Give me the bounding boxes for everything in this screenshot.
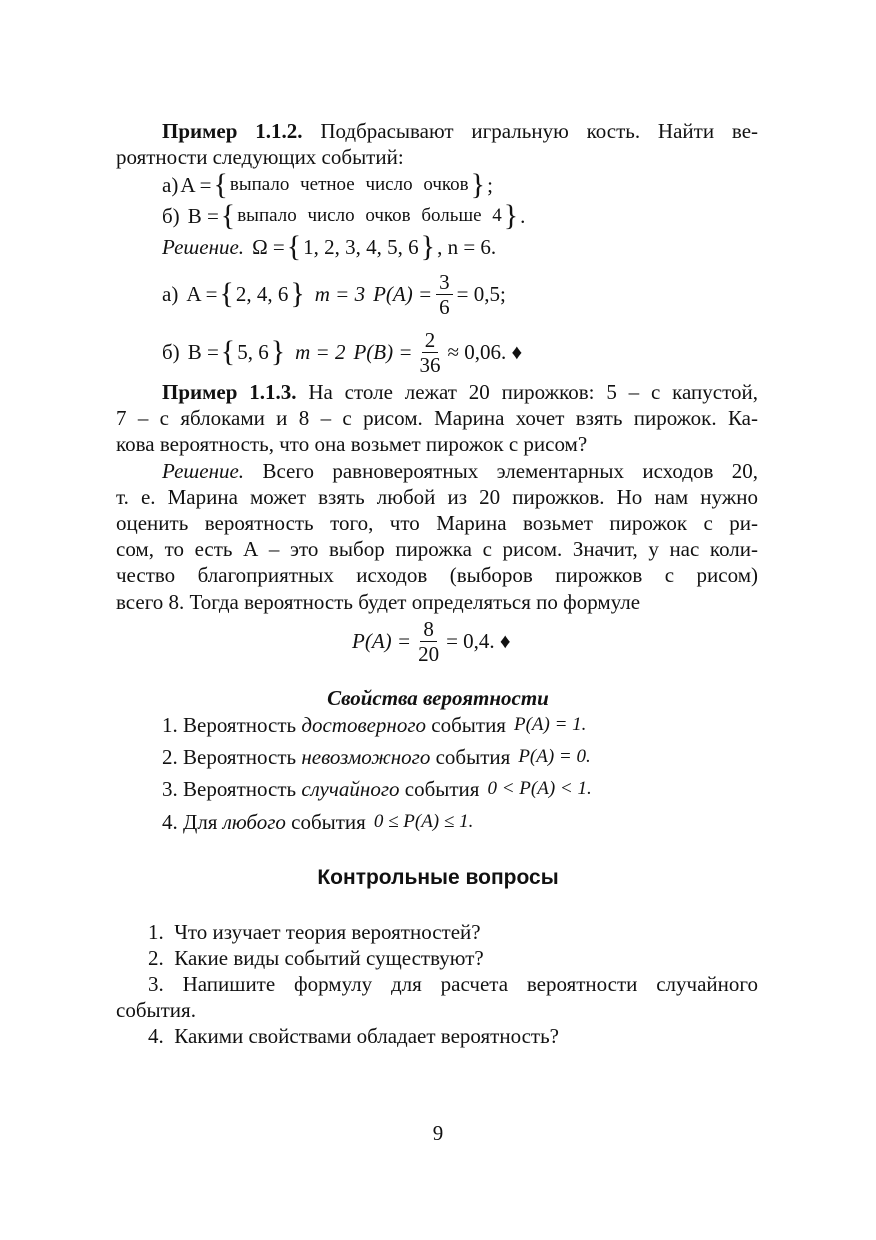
example-1-1-3-solution-line-3: оценить вероятность того, что Марина возьмет пирожок с ри- <box>116 511 758 535</box>
example-1-1-3-solution-line-2: т. е. Марина может взять любой из 20 пирожков. Но нам нужно <box>116 485 758 509</box>
fraction-8-20: $\frac{8}{20}$ <box>418 616 440 666</box>
example-1-1-2-title: Пример 1.1.2. <box>162 119 303 143</box>
example-1-1-3-line-3: кова вероятность, что она возьмет пирожок с рисом? <box>116 432 588 456</box>
question-3-line-1: 3. Напишите формулу для расчета вероятности случайного <box>148 972 758 996</box>
example-1-1-3-solution-line-6: всего 8. Тогда вероятность будет определяться по формуле <box>116 590 641 614</box>
questions-heading: Контрольные вопросы <box>317 866 559 889</box>
property-item-4: 4. Для любого события 0 ≤ P(A) ≤ 1. <box>162 809 474 834</box>
question-1: 1. Что изучает теория вероятностей? <box>148 920 481 944</box>
property-item-2: 2. Вероятность невозможного события P(A) = 0. <box>162 744 591 769</box>
properties-heading: Свойства вероятности <box>327 686 549 710</box>
fraction-3-6: $\frac{3}{6}$ <box>436 271 453 318</box>
question-3-line-2: события. <box>116 998 196 1022</box>
question-4: 4. Какими свойствами обладает вероятность? <box>148 1024 560 1048</box>
example-1-1-3-line-2: 7 – с яблоками и 8 – с рисом. Марина хочет взять пирожок. Ка- <box>116 406 758 430</box>
example-1-1-2-line-1: Пример 1.1.2. Подбрасывают игральную кость. Найти ве- <box>162 119 759 143</box>
example-1-1-3-title: Пример 1.1.3. <box>162 380 297 404</box>
property-item-3: 3. Вероятность случайного события 0 < P(A) < 1. <box>162 776 592 801</box>
fraction-2-36: $\frac{2}{36}$ <box>419 327 441 377</box>
event-a-definition: а) A = { выпало четное число очков } ; <box>162 167 493 201</box>
formula-p-a: P(A) = $\frac{8}{20}$ = 0,4. ♦ <box>352 616 511 666</box>
example-1-1-3-line-1: Пример 1.1.3. На столе лежат 20 пирожков: 5 – с капустой, <box>162 380 758 404</box>
example-1-1-3-solution-line-4: сом, то есть А – это выбор пирожка с рисом. Значит, у нас коли- <box>116 537 758 561</box>
example-1-1-3-solution-line-1: Решение. Всего равновероятных элементарных исходов 20, <box>162 459 758 483</box>
question-2: 2. Какие виды событий существуют? <box>148 946 484 970</box>
example-1-1-3-solution-line-5: чество благоприятных исходов (выборов пирожков с рисом) <box>116 563 758 587</box>
event-b-definition: б) B = { выпало число очков больше 4 } . <box>162 198 526 232</box>
solution-a: а) A = { 2, 4, 6 } m = 3 P(A) = $\frac{3}{6}$ = 0,5; <box>162 269 506 319</box>
property-item-1: 1. Вероятность достоверного события P(A) = 1. <box>162 712 587 737</box>
example-1-1-2-line-2: роятности следующих событий: <box>116 145 404 169</box>
solution-sample-space: Решение. Ω = { 1, 2, 3, 4, 5, 6 } , n = 6. <box>162 229 497 263</box>
solution-b: б) B = { 5, 6 } m = 2 P(B) = $\frac{2}{36}$ ≈ 0,06. ♦ <box>162 327 523 377</box>
page-number: 9 <box>432 1121 444 1145</box>
